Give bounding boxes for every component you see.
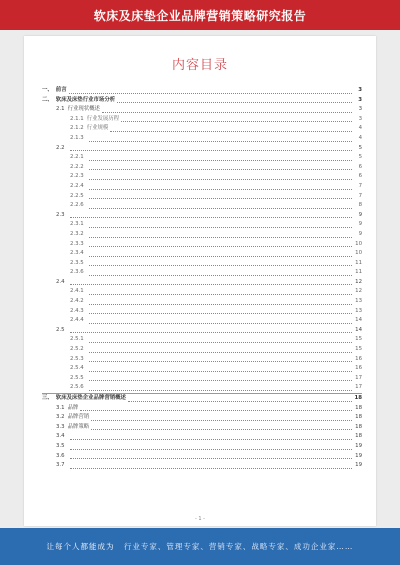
toc-entry-number: 三、 (42, 395, 53, 401)
toc-entry-page: 13 (355, 298, 362, 305)
toc-entry[interactable] (42, 259, 362, 269)
toc-entry-title: 品牌策略 (67, 423, 90, 430)
toc-entry-page: 3 (358, 115, 362, 122)
toc-entry-number: 3.3 (56, 423, 65, 430)
toc-entry-number: 2.1 (56, 106, 65, 113)
toc-entry-number: 3.2 (56, 414, 65, 421)
toc-entry-title: 品牌 (67, 404, 79, 411)
toc-entry-number: 3.6 (56, 452, 65, 459)
toc-dot-leader (89, 160, 352, 161)
toc-dot-leader (89, 380, 352, 381)
toc-entry-title: 行业规模 (86, 125, 109, 132)
toc-entry[interactable] (42, 249, 362, 259)
toc-dot-leader (70, 468, 352, 469)
toc-entry[interactable] (42, 96, 362, 106)
toc-entry-page: 11 (355, 269, 362, 276)
toc-entry-title: 前言 (55, 87, 67, 93)
toc-entry[interactable] (42, 404, 362, 414)
footer-slogan-tail: 行业专家、管理专家、营销专家、战略专家、成功企业家…… (123, 542, 354, 551)
toc-entry[interactable] (42, 452, 362, 462)
page-number-marker: - 1 - (195, 516, 205, 522)
toc-entry-number: 2.4.3 (70, 307, 84, 314)
toc-dot-leader (89, 352, 352, 353)
toc-entry-page: 18 (355, 414, 362, 421)
toc-entry-page: 18 (355, 404, 362, 411)
toc-entry-page: 10 (355, 240, 362, 247)
toc-dot-leader (70, 458, 352, 459)
toc-entry-page: 14 (355, 317, 362, 324)
toc-dot-leader (70, 217, 352, 218)
toc-dot-leader (89, 246, 352, 247)
toc-entry-page: 17 (355, 374, 362, 381)
toc-entry-number: 2.3.1 (70, 221, 84, 228)
toc-entry[interactable] (42, 307, 362, 317)
toc-entry-page: 9 (358, 230, 362, 237)
toc-entry-number: 2.1.1 (70, 115, 84, 122)
toc-entry[interactable] (42, 153, 362, 163)
toc-entry-number: 2.2.6 (70, 202, 84, 209)
toc-entry[interactable] (42, 230, 362, 240)
toc-entry-number: 2.5.1 (70, 336, 84, 343)
toc-entry-number: 2.5.4 (70, 365, 84, 372)
toc-dot-leader (70, 150, 352, 151)
toc-entry-title: 行业现状概述 (67, 106, 100, 113)
toc-entry[interactable] (42, 144, 362, 154)
toc-dot-leader (91, 429, 352, 430)
toc-entry[interactable] (42, 345, 362, 355)
toc-entry-page: 17 (355, 384, 362, 391)
toc-dot-leader (89, 208, 352, 209)
toc-dot-leader (89, 342, 352, 343)
footer-slogan-lead: 让每个人都能成为 (46, 542, 115, 551)
toc-entry-number: 3.7 (56, 462, 65, 469)
toc-entry-number: 2.3.4 (70, 250, 84, 257)
toc-heading: 内容目录 (171, 58, 228, 73)
toc-entry-page: 19 (355, 462, 362, 469)
toc-entry-number: 2.4.2 (70, 298, 84, 305)
toc-dot-leader (89, 390, 352, 391)
toc-entry-number: 2.2.4 (70, 182, 84, 189)
toc-entry[interactable] (42, 297, 362, 307)
toc-dot-leader (70, 449, 352, 450)
toc-entry-number: 2.5.3 (70, 355, 84, 362)
toc-dot-leader (70, 332, 352, 333)
toc-entry-page: 18 (354, 395, 362, 401)
toc-entry-number: 2.2.2 (70, 163, 84, 170)
toc-entry-title: 软床及床垫行业市场分析 (55, 96, 116, 103)
toc-entry-number: 一、 (42, 87, 53, 93)
toc-entry[interactable] (42, 461, 362, 471)
toc-dot-leader (89, 275, 352, 276)
toc-entry-number: 2.4.4 (70, 317, 84, 324)
toc-entry-page: 12 (355, 288, 362, 295)
toc-entry-page: 19 (355, 442, 362, 449)
toc-entry[interactable] (42, 115, 362, 125)
toc-entry-page: 3 (358, 87, 362, 93)
toc-entry[interactable] (42, 124, 362, 134)
toc-dot-leader (70, 439, 352, 440)
toc-entry-page: 12 (355, 278, 362, 285)
toc-entry[interactable] (42, 383, 362, 393)
toc-dot-leader (89, 371, 352, 372)
toc-entry[interactable] (42, 423, 362, 433)
toc-entry-number: 2.4.1 (70, 288, 84, 295)
toc-entry-number: 二、 (42, 96, 53, 103)
toc-entry-number: 2.5.2 (70, 346, 84, 353)
toc-entry-title: 软床及床垫企业品牌营销概述 (55, 395, 126, 401)
toc-dot-leader (89, 313, 352, 314)
toc-entry[interactable] (42, 432, 362, 442)
toc-entry-title: 品牌营销 (67, 414, 90, 421)
toc-entry-page: 6 (358, 173, 362, 180)
toc-entry-number: 2.4 (56, 278, 65, 285)
toc-entry-page: 9 (358, 211, 362, 218)
toc-entry[interactable] (42, 192, 362, 202)
toc-entry-number: 2.2.5 (70, 192, 84, 199)
toc-entry[interactable] (42, 240, 362, 250)
toc-dot-leader (91, 420, 352, 421)
toc-entry[interactable] (42, 287, 362, 297)
toc-entry[interactable] (42, 201, 362, 211)
report-title: 软床及床垫企业品牌营销策略研究报告 (93, 8, 307, 23)
toc-dot-leader (89, 256, 352, 257)
toc-entry-page: 18 (355, 423, 362, 430)
toc-entry-page: 9 (358, 221, 362, 228)
toc-entry[interactable] (42, 86, 362, 96)
toc-entry-page: 16 (355, 355, 362, 362)
toc-dot-leader (89, 179, 352, 180)
toc-entry-number: 3.1 (56, 404, 65, 411)
toc-entry-number: 2.2.1 (70, 154, 84, 161)
toc-entry-page: 8 (358, 202, 362, 209)
toc-entry-number: 2.3.5 (70, 259, 84, 266)
report-title-band (0, 0, 400, 30)
toc-entry[interactable] (42, 374, 362, 384)
toc-list (42, 86, 362, 471)
toc-entry-page: 4 (358, 125, 362, 132)
toc-entry-page: 7 (358, 182, 362, 189)
toc-entry-number: 2.1.2 (70, 125, 84, 132)
toc-entry-page: 16 (355, 365, 362, 372)
toc-entry-number: 3.5 (56, 442, 65, 449)
toc-dot-leader (89, 227, 352, 228)
toc-entry[interactable] (42, 268, 362, 278)
toc-dot-leader (89, 198, 352, 199)
toc-entry[interactable] (42, 278, 362, 288)
toc-entry-number: 2.5.5 (70, 374, 84, 381)
toc-dot-leader (89, 237, 352, 238)
toc-dot-leader (89, 304, 352, 305)
toc-dot-leader (69, 93, 352, 94)
toc-entry[interactable] (42, 220, 362, 230)
toc-entry[interactable] (42, 326, 362, 336)
toc-dot-leader (89, 361, 352, 362)
toc-entry-page: 7 (358, 192, 362, 199)
toc-entry-page: 5 (358, 144, 362, 151)
toc-entry-page: 3 (358, 106, 362, 113)
toc-entry[interactable] (42, 211, 362, 221)
toc-entry-number: 3.4 (56, 433, 65, 440)
toc-entry-page: 15 (355, 336, 362, 343)
toc-entry-number: 2.3 (56, 211, 65, 218)
toc-dot-leader (80, 410, 352, 411)
toc-entry[interactable] (42, 182, 362, 192)
toc-entry-page: 18 (355, 433, 362, 440)
toc-entry-page: 13 (355, 307, 362, 314)
toc-entry-page: 14 (355, 326, 362, 333)
toc-entry[interactable] (42, 335, 362, 345)
toc-entry[interactable] (42, 105, 362, 115)
toc-entry-page: 11 (355, 259, 362, 266)
toc-dot-leader (70, 284, 352, 285)
toc-entry-number: 2.3.3 (70, 240, 84, 247)
toc-entry-number: 2.5.6 (70, 384, 84, 391)
toc-entry-number: 2.3.2 (70, 230, 84, 237)
toc-entry-page: 15 (355, 346, 362, 353)
footer-slogan (47, 541, 354, 552)
toc-dot-leader (89, 189, 352, 190)
toc-entry-title: 行业发展历程 (86, 115, 120, 122)
toc-entry[interactable] (42, 442, 362, 452)
toc-page (24, 36, 376, 526)
toc-entry-number: 2.2.3 (70, 173, 84, 180)
toc-dot-leader (89, 169, 352, 170)
toc-entry[interactable] (42, 355, 362, 365)
toc-dot-leader (110, 131, 352, 132)
toc-entry-number: 2.2 (56, 144, 65, 151)
toc-entry[interactable] (42, 316, 362, 326)
toc-dot-leader (89, 294, 352, 295)
footer-slogan-band (0, 528, 400, 565)
toc-dot-leader (121, 121, 352, 122)
toc-dot-leader (89, 323, 352, 324)
toc-entry-number: 2.5 (56, 326, 65, 333)
toc-entry[interactable] (42, 393, 362, 404)
toc-entry-page: 6 (358, 163, 362, 170)
toc-entry-number: 2.3.6 (70, 269, 84, 276)
toc-entry[interactable] (42, 364, 362, 374)
toc-dot-leader (89, 141, 352, 142)
toc-entry-page: 4 (358, 134, 362, 141)
toc-dot-leader (102, 112, 352, 113)
toc-entry[interactable] (42, 172, 362, 182)
toc-entry[interactable] (42, 413, 362, 423)
toc-dot-leader (128, 401, 352, 402)
toc-entry-page: 3 (358, 96, 362, 103)
toc-entry-page: 10 (355, 250, 362, 257)
toc-entry[interactable] (42, 134, 362, 144)
toc-entry-number: 2.1.3 (70, 134, 84, 141)
toc-entry[interactable] (42, 163, 362, 173)
toc-entry-page: 19 (355, 452, 362, 459)
toc-entry-page: 5 (358, 154, 362, 161)
toc-dot-leader (89, 265, 352, 266)
toc-dot-leader (117, 102, 352, 103)
